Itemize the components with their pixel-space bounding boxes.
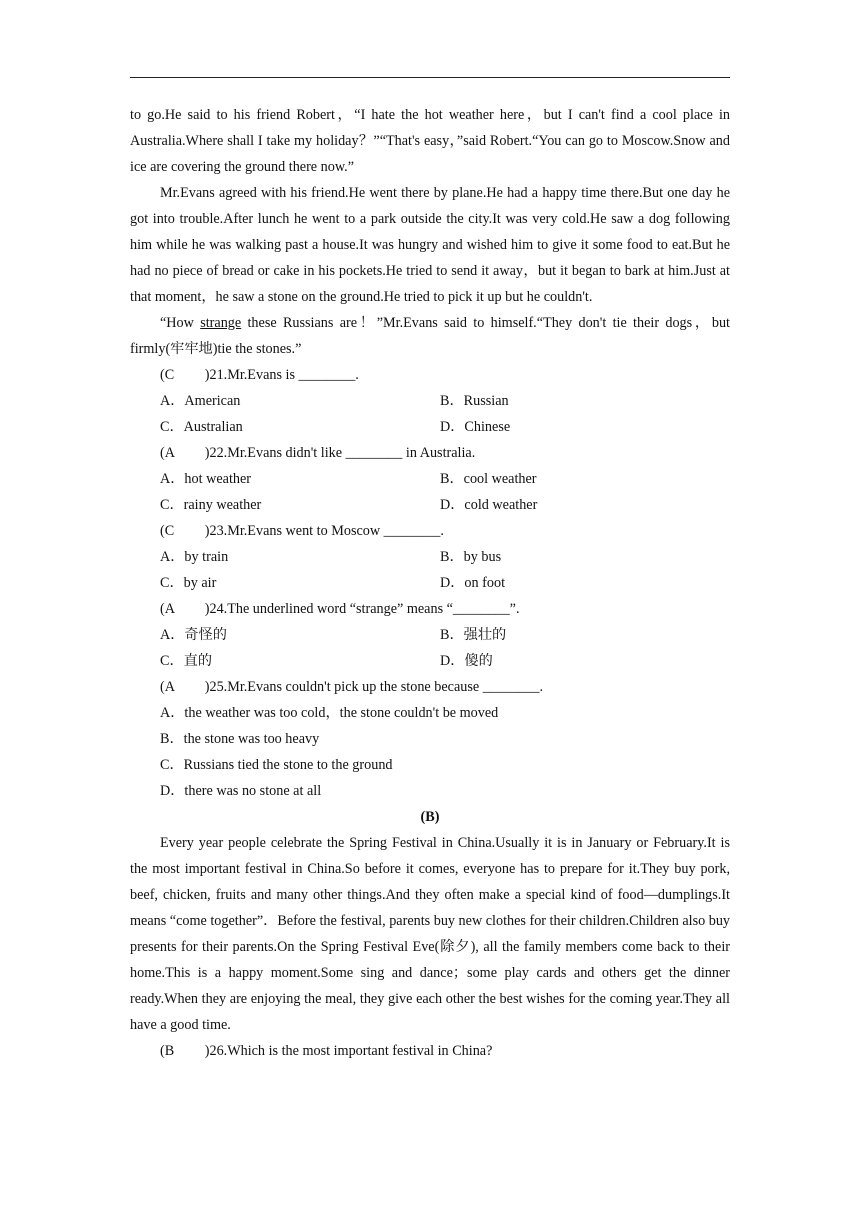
option-25-a: A．the weather was too cold，the stone couldn't be moved — [160, 705, 499, 721]
underlined-word-strange: strange — [200, 315, 242, 331]
option-25-c: C．Russians tied the stone to the ground — [160, 757, 393, 773]
answer-22: A — [164, 445, 175, 461]
question-22: (A )22.Mr.Evans didn't like ________ in Australia. — [160, 440, 730, 466]
option-24-c: C．直的 — [160, 653, 213, 669]
option-23-d: D．on foot — [440, 575, 506, 591]
question-22-text: 22.Mr.Evans didn't like ________ in Australia. — [209, 445, 476, 461]
options-22-row-1 — [160, 466, 730, 492]
option-21-b: B．Russian — [440, 393, 509, 409]
document-body — [130, 102, 730, 1064]
question-24-text: 24.The underlined word “strange” means “________”. — [209, 601, 520, 617]
question-26-text: 26.Which is the most important festival in China? — [209, 1043, 493, 1059]
options-23-row-2 — [160, 570, 730, 596]
option-23-b: B．by bus — [440, 549, 502, 565]
option-22-b: B．cool weather — [440, 471, 537, 487]
question-21-text: 21.Mr.Evans is ________. — [209, 367, 359, 383]
option-24-a: A．奇怪的 — [160, 627, 227, 643]
answer-26: B — [164, 1043, 175, 1059]
answer-24: A — [164, 601, 175, 617]
question-25: (A )25.Mr.Evans couldn't pick up the stone because ________. — [160, 674, 730, 700]
options-21-row-2 — [160, 414, 730, 440]
options-22-row-2 — [160, 492, 730, 518]
options-21-row-1 — [160, 388, 730, 414]
question-25-text: 25.Mr.Evans couldn't pick up the stone because ________. — [209, 679, 544, 695]
passage-a-paragraph-1: to go.He said to his friend Robert，“I hate the hot weather here，but I can't find a cool place in Australia.Where shall I take my holiday？”“That's easy，”said Robert.“You can go to Moscow.Snow and ice are covering the ground there now.” — [130, 107, 730, 175]
option-24-b: B．强壮的 — [440, 627, 507, 643]
passage-a-paragraph-3 — [130, 310, 730, 362]
section-b-heading: (B) — [420, 809, 440, 825]
question-23-text: 23.Mr.Evans went to Moscow ________. — [209, 523, 444, 539]
question-23: (C )23.Mr.Evans went to Moscow ________. — [160, 518, 730, 544]
question-26: (B )26.Which is the most important festival in China? — [160, 1038, 730, 1064]
option-21-d: D．Chinese — [440, 419, 511, 435]
option-22-d: D．cold weather — [440, 497, 538, 513]
answer-25: A — [164, 679, 175, 695]
option-21-a: A．American — [160, 393, 241, 409]
options-24-row-1 — [160, 622, 730, 648]
option-23-a: A．by train — [160, 549, 229, 565]
question-21: (C )21.Mr.Evans is ________. — [160, 362, 730, 388]
options-24-row-2 — [160, 648, 730, 674]
answer-21: C — [164, 367, 175, 383]
option-24-d: D．傻的 — [440, 653, 493, 669]
option-22-c: C．rainy weather — [160, 497, 262, 513]
option-21-c: C．Australian — [160, 419, 243, 435]
option-25-b: B．the stone was too heavy — [160, 731, 320, 747]
header-rule — [130, 77, 730, 78]
passage-b-paragraph-1: Every year people celebrate the Spring Festival in China.Usually it is in January or February.It is the most important festival in China.So before it comes, everyone has to prepare for it.They buy pork, beef, chicken, fruits and many other things.And they often make a special kind of food—dumplings.It means “come together”．Before the festival, parents buy new clothes for their children.Children also buy presents for their parents.On the Spring Festival Eve(除夕), all the family members come back to their home.This is a happy moment.Some sing and dance；some play cards and others get the dinner ready.When they are enjoying the meal, they give each other the best wishes for the coming year.They all have a good time. — [130, 835, 731, 1033]
option-25-d: D．there was no stone at all — [160, 783, 322, 799]
option-23-c: C．by air — [160, 575, 217, 591]
p3-after: these Russians are！”Mr.Evans said to himself.“They don't tie their dogs，but firmly(牢牢地)tie the stones.” — [130, 315, 731, 357]
passage-a-paragraph-2: Mr.Evans agreed with his friend.He went there by plane.He had a happy time there.But one day he got into trouble.After lunch he went to a park outside the city.It was very cold.He saw a dog following him while he was walking past a house.It was hungry and wished him to give it some food to eat.But he had no piece of bread or cake in his pockets.He tried to send it away，but it began to bark at him.Just at that moment，he saw a stone on the ground.He tried to pick it up but he couldn't. — [130, 185, 730, 305]
p3-before: “How — [160, 315, 201, 331]
options-23-row-1 — [160, 544, 730, 570]
answer-23: C — [164, 523, 175, 539]
question-24: (A )24.The underlined word “strange” means “________”. — [160, 596, 730, 622]
option-22-a: A．hot weather — [160, 471, 252, 487]
